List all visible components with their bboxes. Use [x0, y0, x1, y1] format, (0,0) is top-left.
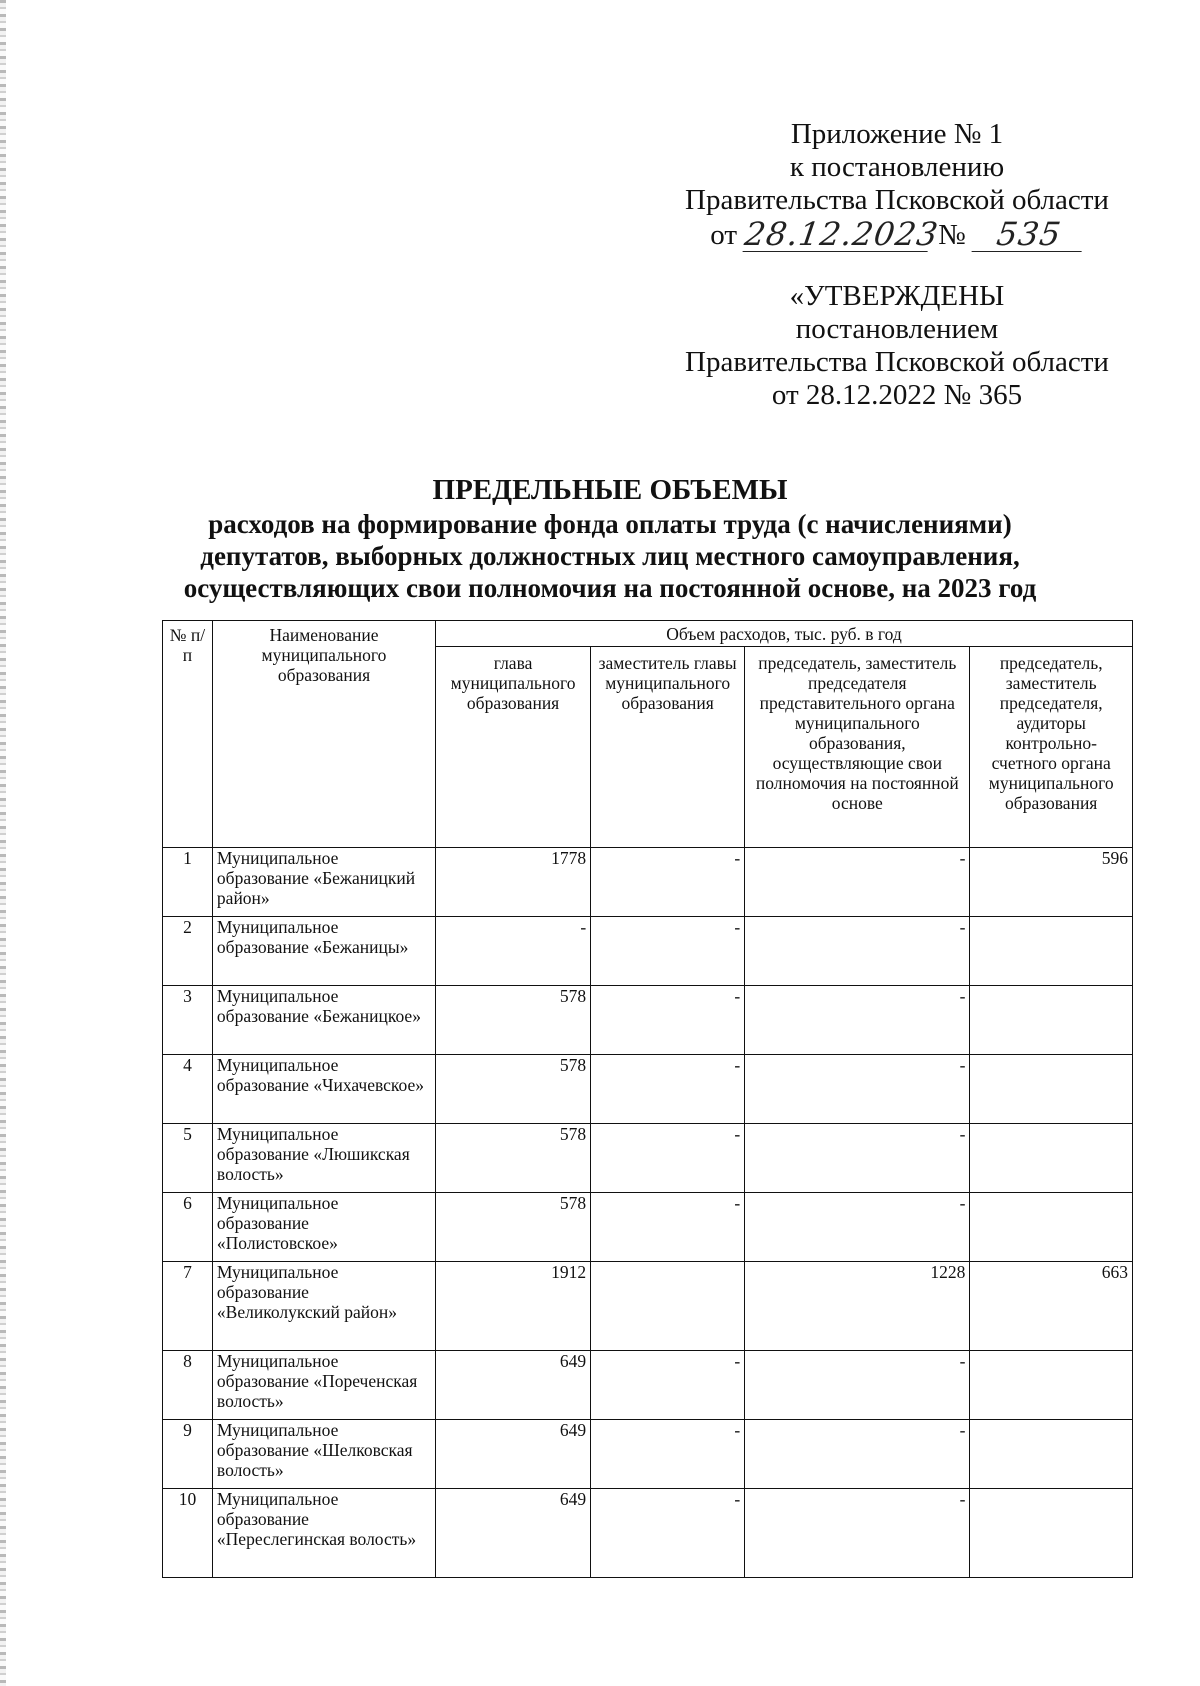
cell-audit [970, 1055, 1133, 1124]
cell-audit [970, 986, 1133, 1055]
appendix-line3: Правительства Псковской области [685, 184, 1109, 216]
cell-deputy: - [591, 1489, 745, 1578]
cell-num: 2 [163, 917, 213, 986]
appendix-date-number-row [662, 217, 1132, 252]
cell-audit [970, 1351, 1133, 1420]
cell-head: 1912 [436, 1262, 591, 1351]
header-chair: председатель, заместитель председателя представительного органа муниципального образования, осуществляющие свои полномочия на постоянной основе [745, 647, 970, 848]
approved-line3: Правительства Псковской области [685, 346, 1109, 378]
header-deputy: заместитель главы муниципального образования [591, 647, 745, 848]
from-label: от [710, 219, 738, 251]
cell-head: 1778 [436, 848, 591, 917]
cell-deputy: - [591, 1124, 745, 1193]
cell-num: 1 [163, 848, 213, 917]
table-row [163, 1489, 1133, 1578]
cell-num: 3 [163, 986, 213, 1055]
header-num: № п/п [163, 621, 213, 848]
cell-name: Муниципальное образование «Полистовское» [212, 1193, 435, 1262]
table-header-row [163, 621, 1133, 647]
title-line4: осуществляющих свои полномочия на постоянной основе, на 2023 год [183, 573, 1037, 603]
cell-chair: - [745, 917, 970, 986]
header-name: Наименование муниципального образования [212, 621, 435, 848]
cell-num: 9 [163, 1420, 213, 1489]
cell-name: Муниципальное образование «Люшикская волость» [212, 1124, 435, 1193]
cell-name: Муниципальное образование «Пореченская волость» [212, 1351, 435, 1420]
cell-name: Муниципальное образование «Бежаницы» [212, 917, 435, 986]
cell-head: 578 [436, 1055, 591, 1124]
header-group: Объем расходов, тыс. руб. в год [436, 621, 1133, 647]
cell-num: 10 [163, 1489, 213, 1578]
cell-head: - [436, 917, 591, 986]
cell-deputy: - [591, 986, 745, 1055]
cell-num: 7 [163, 1262, 213, 1351]
table-row [163, 1055, 1133, 1124]
cell-deputy: - [591, 1420, 745, 1489]
table-row [163, 986, 1133, 1055]
cell-name: Муниципальное образование «Переслегинская волость» [212, 1489, 435, 1578]
cell-chair: - [745, 1055, 970, 1124]
cell-name: Муниципальное образование «Великолукский район» [212, 1262, 435, 1351]
header-head: глава муниципального образования [436, 647, 591, 848]
table-row [163, 1193, 1133, 1262]
cell-chair: - [745, 1193, 970, 1262]
approved-line1: «УТВЕРЖДЕНЫ [789, 280, 1005, 312]
cell-audit [970, 1124, 1133, 1193]
cell-deputy: - [591, 917, 745, 986]
table-row [163, 1124, 1133, 1193]
approved-line4: от 28.12.2022 № 365 [771, 379, 1023, 411]
limits-table [162, 620, 1133, 1578]
appendix-header [662, 118, 1132, 252]
cell-audit: 663 [970, 1262, 1133, 1351]
cell-head: 578 [436, 1193, 591, 1262]
cell-num: 8 [163, 1351, 213, 1420]
table-row [163, 1420, 1133, 1489]
header-audit: председатель, заместитель председателя, аудиторы контрольно-счетного органа муниципального образования [970, 647, 1133, 848]
table-row [163, 1351, 1133, 1420]
cell-deputy: - [591, 1193, 745, 1262]
scan-edge [0, 0, 6, 1686]
cell-head: 649 [436, 1489, 591, 1578]
cell-audit [970, 1193, 1133, 1262]
title-line2: расходов на формирование фонда оплаты труда (с начислениями) [208, 509, 1012, 539]
cell-head: 649 [436, 1351, 591, 1420]
cell-num: 5 [163, 1124, 213, 1193]
cell-name: Муниципальное образование «Бежаницкое» [212, 986, 435, 1055]
cell-num: 6 [163, 1193, 213, 1262]
cell-deputy: - [591, 848, 745, 917]
approved-line2: постановлением [795, 313, 999, 345]
appendix-line2: к постановлению [789, 151, 1005, 183]
appendix-title: Приложение № 1 [790, 118, 1004, 150]
cell-deputy: - [591, 1351, 745, 1420]
cell-head: 578 [436, 1124, 591, 1193]
title-line3: депутатов, выборных должностных лиц местного самоуправления, [200, 541, 1020, 571]
cell-num: 4 [163, 1055, 213, 1124]
cell-chair: - [745, 1489, 970, 1578]
cell-chair: - [745, 986, 970, 1055]
cell-chair: - [745, 1351, 970, 1420]
cell-chair: - [745, 1420, 970, 1489]
number-label: № [938, 219, 966, 251]
cell-head: 578 [436, 986, 591, 1055]
cell-chair: - [745, 848, 970, 917]
cell-audit [970, 1420, 1133, 1489]
document-title [150, 474, 1070, 604]
cell-deputy [591, 1262, 745, 1351]
cell-name: Муниципальное образование «Шелковская волость» [212, 1420, 435, 1489]
approved-block [662, 280, 1132, 412]
table-row [163, 917, 1133, 986]
handwritten-date: 28.12.2023 [742, 215, 942, 253]
cell-name: Муниципальное образование «Бежаницкий район» [212, 848, 435, 917]
table-row [163, 1262, 1133, 1351]
cell-audit [970, 1489, 1133, 1578]
handwritten-number: 535 [971, 217, 1086, 252]
cell-chair: - [745, 1124, 970, 1193]
cell-audit: 596 [970, 848, 1133, 917]
title-main: ПРЕДЕЛЬНЫЕ ОБЪЕМЫ [432, 474, 788, 506]
cell-chair: 1228 [745, 1262, 970, 1351]
cell-deputy: - [591, 1055, 745, 1124]
cell-audit [970, 917, 1133, 986]
cell-name: Муниципальное образование «Чихачевское» [212, 1055, 435, 1124]
cell-head: 649 [436, 1420, 591, 1489]
table-row [163, 848, 1133, 917]
